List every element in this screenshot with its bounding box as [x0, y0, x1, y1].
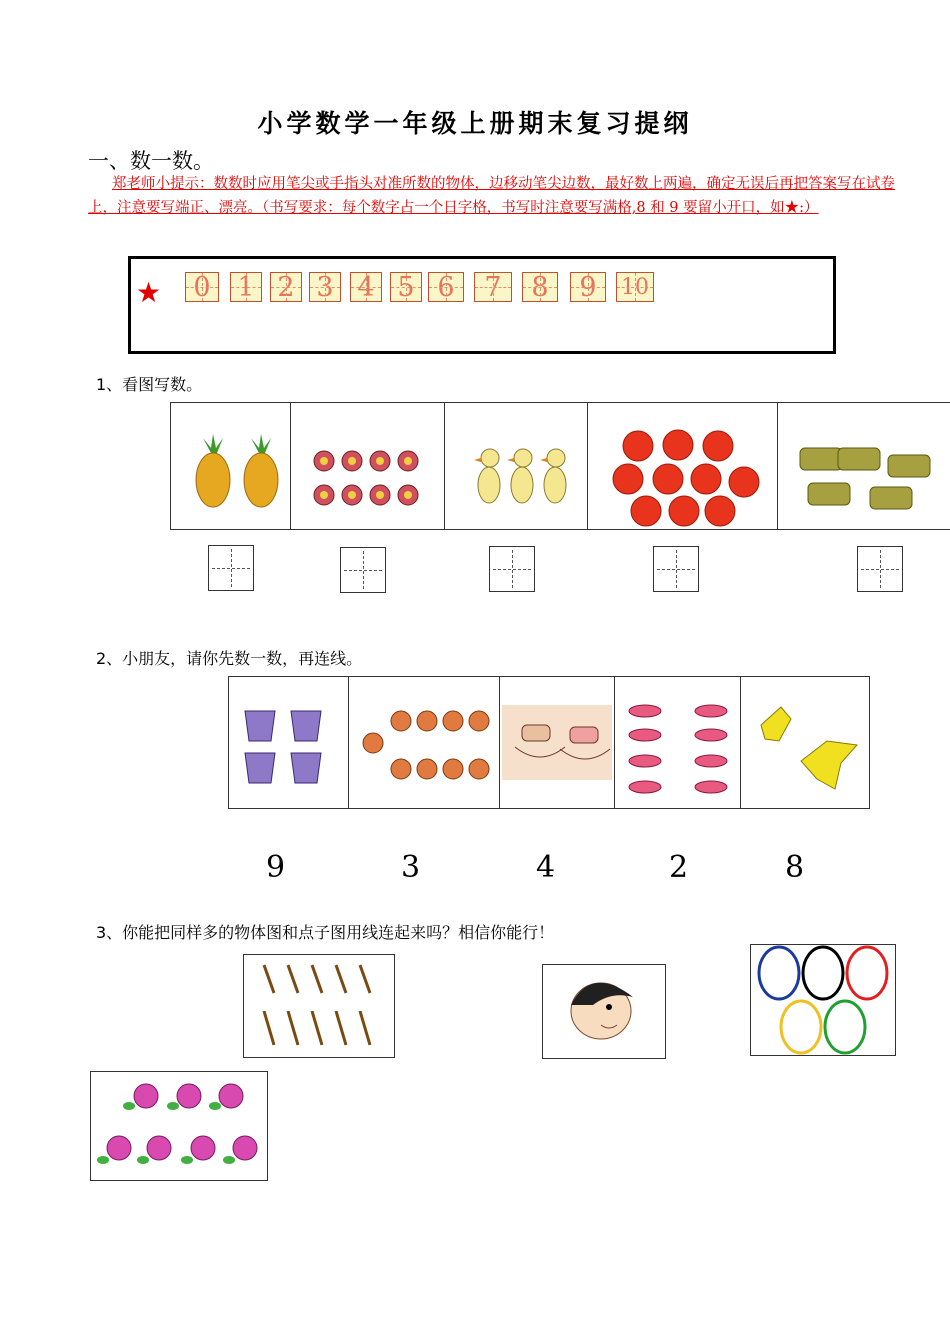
duck-icon: [445, 403, 587, 529]
answer-box[interactable]: [653, 546, 699, 592]
answer-box[interactable]: [340, 547, 386, 593]
number-option[interactable]: 4: [536, 850, 556, 885]
picture-cell: [614, 676, 741, 809]
pineapple-icon: [171, 403, 290, 529]
picture-cell: [777, 402, 950, 530]
digit-6: 6: [428, 272, 464, 302]
cup-icon: [229, 677, 348, 808]
digit-7: 7: [474, 272, 512, 302]
star-icon: ★: [136, 276, 162, 309]
number-option[interactable]: 2: [669, 850, 689, 885]
digit-0: 0: [185, 272, 219, 302]
page-title: 小学数学一年级上册期末复习提纲: [257, 109, 693, 138]
fish-icon: [615, 677, 740, 808]
picture-cell: [228, 676, 349, 809]
digit-writing-box: [128, 256, 836, 354]
answer-box[interactable]: [489, 546, 535, 592]
number-option[interactable]: 9: [266, 850, 286, 885]
picture-cell: [243, 954, 395, 1058]
picture-cell: [587, 402, 778, 530]
snail-icon: [349, 677, 499, 808]
picture-cell: [348, 676, 500, 809]
rose-icon: [91, 1072, 267, 1180]
number-option[interactable]: 8: [785, 850, 805, 885]
picture-cell: [290, 402, 445, 530]
cow-icon: [778, 403, 950, 529]
question-1-label: 1、看图写数。: [96, 375, 203, 394]
digit-1: 1: [230, 272, 262, 302]
digit-10: 10: [616, 272, 654, 302]
picture-cell: [750, 944, 896, 1056]
picture-cell: [170, 402, 291, 530]
answer-box[interactable]: [208, 545, 254, 591]
number-option[interactable]: 3: [401, 850, 421, 885]
teacher-tip: 郑老师小提示：数数时应用笔尖或手指头对准所数的物体，边移动笔尖边数，最好数上两遍，确定无误后再把答案写在试卷上，注意要写端正、漂亮。（书写要求：每个数字占一个日字格，书写时注意要写满格,8 和 9 要留小开口，如★:）: [88, 176, 895, 216]
picture-cell: [542, 964, 666, 1059]
question-3-label: 3、你能把同样多的物体图和点子图用线连起来吗？相信你能行！: [96, 923, 555, 942]
boy-face-icon: [543, 965, 665, 1058]
rocking-horse-icon: [500, 677, 614, 808]
digit-2: 2: [270, 272, 302, 302]
picture-cell: [740, 676, 870, 809]
bird-icon: [741, 677, 869, 808]
picture-cell: [444, 402, 588, 530]
flower-icon: [291, 403, 444, 529]
picture-cell: [499, 676, 615, 809]
question-2-label: 2、小朋友，请你先数一数，再连线。: [96, 649, 363, 668]
olympic-rings-icon: [751, 945, 895, 1055]
digit-8: 8: [522, 272, 558, 302]
picture-cell: [90, 1071, 268, 1181]
wheat-icon: [244, 955, 394, 1057]
digit-4: 4: [350, 272, 382, 302]
tomato-icon: [588, 403, 777, 529]
digit-9: 9: [570, 272, 606, 302]
digit-5: 5: [390, 272, 422, 302]
section-heading: 一、数一数。: [88, 149, 214, 173]
digit-3: 3: [309, 272, 341, 302]
answer-box[interactable]: [857, 546, 903, 592]
